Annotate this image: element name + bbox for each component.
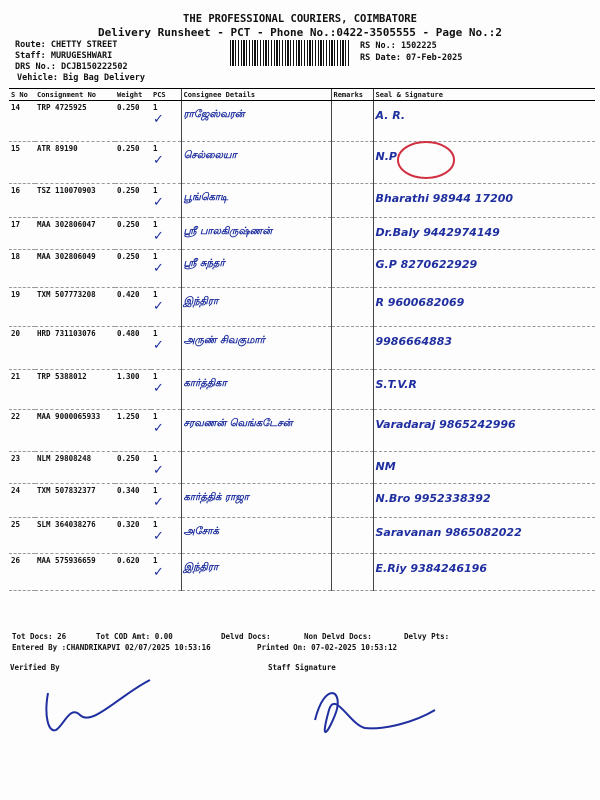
check-mark-icon: ✓ <box>153 261 164 276</box>
row-consignee: அருண் சிவகுமார் <box>181 327 331 370</box>
row-pcs: 1 ✓ <box>151 370 181 410</box>
check-mark-icon: ✓ <box>153 195 164 210</box>
table-row <box>9 518 595 554</box>
row-consignee: ஸ்ரீ சுந்தர் <box>181 250 331 288</box>
table-row <box>9 370 595 410</box>
row-sno: 20 <box>9 327 35 370</box>
check-mark-icon: ✓ <box>153 565 164 580</box>
check-mark-icon: ✓ <box>153 381 164 396</box>
row-remarks <box>331 250 373 288</box>
row-consignment-no: MAA 9000065933 <box>35 410 115 452</box>
row-weight: 0.250 <box>115 142 151 184</box>
row-consignment-no: MAA 575936659 <box>35 554 115 591</box>
row-seal-signature: N.P <box>373 142 595 184</box>
row-weight: 0.250 <box>115 218 151 250</box>
row-pcs: 1 ✓ <box>151 184 181 218</box>
col-weight: Weight <box>115 89 151 101</box>
row-weight: 0.340 <box>115 484 151 518</box>
row-pcs: 1 ✓ <box>151 288 181 327</box>
row-remarks <box>331 452 373 484</box>
col-consignee: Consignee Details <box>181 89 331 101</box>
col-pcs: PCS <box>151 89 181 101</box>
row-sno: 19 <box>9 288 35 327</box>
row-sno: 14 <box>9 101 35 142</box>
row-consignment-no: TRP 4725925 <box>35 101 115 142</box>
check-mark-icon: ✓ <box>153 112 164 127</box>
check-mark-icon: ✓ <box>153 229 164 244</box>
row-remarks <box>331 518 373 554</box>
row-consignee: அசோக் <box>181 518 331 554</box>
table-row <box>9 218 595 250</box>
row-sno: 24 <box>9 484 35 518</box>
row-pcs: 1 ✓ <box>151 484 181 518</box>
row-seal-signature: N.Bro 9952338392 <box>373 484 595 518</box>
row-weight: 0.250 <box>115 250 151 288</box>
row-sno: 26 <box>9 554 35 591</box>
row-remarks <box>331 327 373 370</box>
check-mark-icon: ✓ <box>153 153 164 168</box>
table-row <box>9 101 595 142</box>
col-consignment: Consignment No <box>35 89 115 101</box>
vehicle-label: Vehicle: Big Bag Delivery <box>17 73 145 83</box>
non-delvd-docs: Non Delvd Docs: <box>304 632 372 641</box>
check-mark-icon: ✓ <box>153 338 164 353</box>
row-pcs: 1 ✓ <box>151 554 181 591</box>
row-consignment-no: HRD 731103076 <box>35 327 115 370</box>
row-remarks <box>331 288 373 327</box>
row-consignee: இந்திரா <box>181 554 331 591</box>
col-sno: S No <box>9 89 35 101</box>
row-seal-signature: Saravanan 9865082022 <box>373 518 595 554</box>
row-sno: 17 <box>9 218 35 250</box>
rs-date: RS Date: 07-Feb-2025 <box>360 53 463 63</box>
tot-cod: Tot COD Amt: 0.00 <box>96 632 173 641</box>
row-consignee: இந்திரா <box>181 288 331 327</box>
table-row <box>9 184 595 218</box>
row-weight: 0.250 <box>115 101 151 142</box>
row-weight: 0.250 <box>115 184 151 218</box>
row-sno: 22 <box>9 410 35 452</box>
row-consignment-no: TXM 507773208 <box>35 288 115 327</box>
table-row <box>9 288 595 327</box>
row-weight: 0.250 <box>115 452 151 484</box>
staff-signature <box>305 670 445 750</box>
row-sno: 23 <box>9 452 35 484</box>
runsheet-table <box>9 88 595 591</box>
table-row <box>9 327 595 370</box>
row-consignee: கார்த்திக் ராஜா <box>181 484 331 518</box>
row-remarks <box>331 218 373 250</box>
row-remarks <box>331 484 373 518</box>
drs-label: DRS No.: DCJB150222502 <box>15 62 128 72</box>
company-name: THE PROFESSIONAL COURIERS, COIMBATORE <box>183 13 417 25</box>
row-consignee: பூங்கொடி <box>181 184 331 218</box>
row-remarks <box>331 101 373 142</box>
row-seal-signature: Varadaraj 9865242996 <box>373 410 595 452</box>
row-consignee: சரவணன் வெங்கடேசன் <box>181 410 331 452</box>
table-row <box>9 452 595 484</box>
delvd-docs: Delvd Docs: <box>221 632 271 641</box>
row-seal-signature: G.P 8270622929 <box>373 250 595 288</box>
row-consignee: ராஜேஸ்வரன் <box>181 101 331 142</box>
col-seal: Seal & Signature <box>373 89 595 101</box>
row-consignee: ஸ்ரீ பாலகிருஷ்ணன் <box>181 218 331 250</box>
row-consignee: கார்த்திகா <box>181 370 331 410</box>
row-seal-signature: R 9600682069 <box>373 288 595 327</box>
col-remarks: Remarks <box>331 89 373 101</box>
row-consignment-no: ATR 89190 <box>35 142 115 184</box>
row-consignment-no: NLM 29808248 <box>35 452 115 484</box>
row-seal-signature: Dr.Baly 9442974149 <box>373 218 595 250</box>
staff-signature-label: Staff Signature <box>268 663 336 672</box>
printed-on: Printed On: 07-02-2025 10:53:12 <box>257 643 397 652</box>
row-consignee <box>181 452 331 484</box>
row-consignment-no: SLM 364038276 <box>35 518 115 554</box>
verified-signature <box>30 675 160 745</box>
row-pcs: 1 ✓ <box>151 518 181 554</box>
row-seal-signature: A. R. <box>373 101 595 142</box>
row-consignment-no: TXM 507832377 <box>35 484 115 518</box>
row-pcs: 1 ✓ <box>151 218 181 250</box>
row-weight: 0.420 <box>115 288 151 327</box>
row-remarks <box>331 370 373 410</box>
row-seal-signature: Bharathi 98944 17200 <box>373 184 595 218</box>
verified-by-label: Verified By <box>10 663 60 672</box>
row-weight: 0.320 <box>115 518 151 554</box>
row-remarks <box>331 142 373 184</box>
row-pcs: 1 ✓ <box>151 142 181 184</box>
row-sno: 21 <box>9 370 35 410</box>
table-row <box>9 142 595 184</box>
row-seal-signature: 9986664883 <box>373 327 595 370</box>
row-consignment-no: TRP 5388012 <box>35 370 115 410</box>
row-weight: 1.300 <box>115 370 151 410</box>
np-stamp <box>396 140 456 180</box>
row-pcs: 1 ✓ <box>151 101 181 142</box>
row-weight: 0.480 <box>115 327 151 370</box>
row-seal-signature: S.T.V.R <box>373 370 595 410</box>
row-sno: 25 <box>9 518 35 554</box>
staff-label: Staff: MURUGESHWARI <box>15 51 113 61</box>
table-header-row <box>9 89 595 101</box>
check-mark-icon: ✓ <box>153 421 164 436</box>
row-pcs: 1 ✓ <box>151 410 181 452</box>
row-pcs: 1 ✓ <box>151 452 181 484</box>
barcode <box>230 40 350 66</box>
row-pcs: 1 ✓ <box>151 250 181 288</box>
delvy-pts: Delvy Pts: <box>404 632 450 641</box>
row-remarks <box>331 410 373 452</box>
row-consignment-no: MAA 302806047 <box>35 218 115 250</box>
row-remarks <box>331 554 373 591</box>
tot-docs: Tot Docs: 26 <box>12 632 67 641</box>
row-sno: 18 <box>9 250 35 288</box>
table-row <box>9 484 595 518</box>
table-row <box>9 250 595 288</box>
row-consignee: செல்லையா <box>181 142 331 184</box>
entered-by: Entered By :CHANDRIKAPVI 02/07/2025 10:53:16 <box>12 643 211 652</box>
row-remarks <box>331 184 373 218</box>
rs-number: RS No.: 1502225 <box>360 41 437 51</box>
row-consignment-no: TSZ 110070903 <box>35 184 115 218</box>
row-seal-signature: E.Riy 9384246196 <box>373 554 595 591</box>
row-weight: 1.250 <box>115 410 151 452</box>
check-mark-icon: ✓ <box>153 529 164 544</box>
check-mark-icon: ✓ <box>153 299 164 314</box>
row-weight: 0.620 <box>115 554 151 591</box>
row-pcs: 1 ✓ <box>151 327 181 370</box>
route-label: Route: CHETTY STREET <box>15 40 118 50</box>
table-row <box>9 554 595 591</box>
table-row <box>9 410 595 452</box>
row-consignment-no: MAA 302806049 <box>35 250 115 288</box>
runsheet-title: Delivery Runsheet - PCT - Phone No.:0422-3505555 - Page No.:2 <box>98 26 502 39</box>
row-seal-signature: NM <box>373 452 595 484</box>
check-mark-icon: ✓ <box>153 495 164 510</box>
check-mark-icon: ✓ <box>153 463 164 478</box>
row-sno: 16 <box>9 184 35 218</box>
row-sno: 15 <box>9 142 35 184</box>
